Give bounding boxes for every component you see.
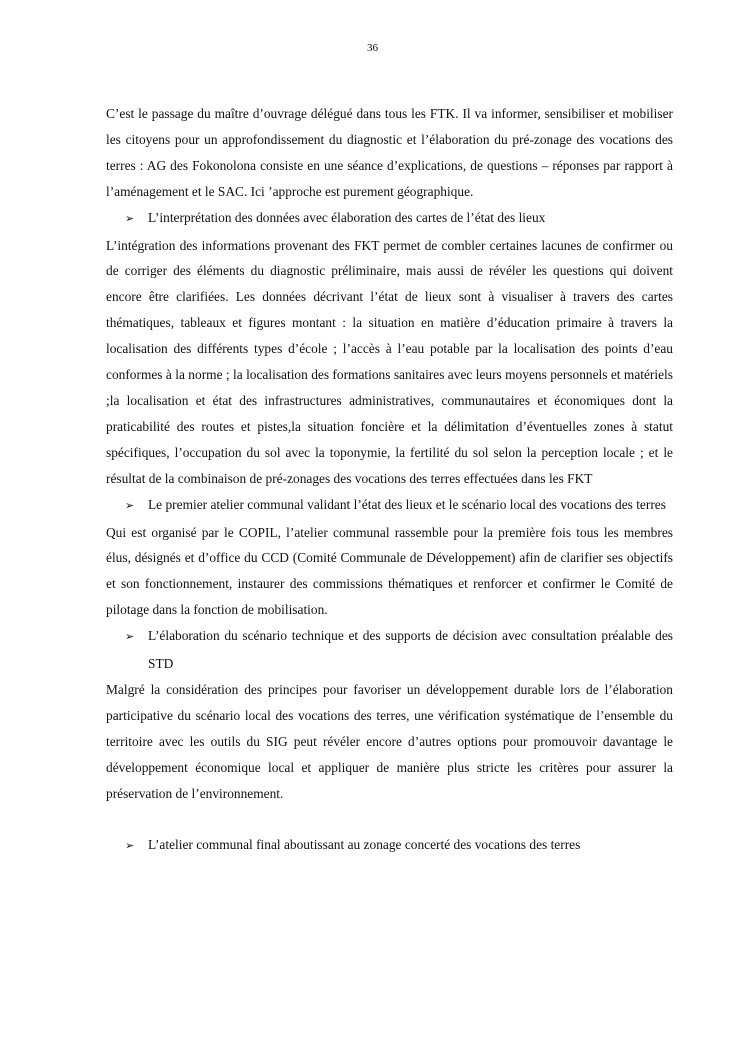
page-number: 36 — [367, 42, 378, 54]
arrow-bullet-icon: ➢ — [125, 631, 135, 644]
bullet-scenario-technique — [106, 623, 673, 677]
bullet-text: L’élaboration du scénario technique et des supports de décision avec consultation préalable des STD — [148, 628, 673, 672]
paragraph-intro: C’est le passage du maître d’ouvrage délégué dans tous les FTK. Il va informer, sensibiliser et mobiliser les citoyens pour un approfondissement du diagnostic et l’élaboration du pré-zonage des vocations des terres : AG des Fokonolona consiste en une séance d’explications, de questions – réponses par rapport à l’aménagement et le SAC. Ici ’approche est purement géographique. — [106, 106, 673, 199]
arrow-bullet-icon: ➢ — [125, 499, 135, 512]
bullet-premier-atelier — [106, 492, 673, 520]
document-body — [106, 101, 673, 860]
bullet-interpretation — [106, 205, 673, 233]
paragraph-integration: L’intégration des informations provenant des FKT permet de combler certaines lacunes de confirmer ou de corriger des éléments du diagnostic préliminaire, mais aussi de révéler les questions qui doivent encore être clarifiées. Les données décrivant l’état de lieux sont à visualiser à travers des cartes thématiques, tableaux et figures montant : la situation en matière d’éducation primaire à travers la localisation des différents types d’école ; l’accès à l’eau potable par la localisation des points d’eau conformes à la norme ; la localisation des formations sanitaires avec leurs moyens personnels et matériels ;la localisation et état des infrastructures administratives, communautaires et économiques dont la praticabilité des routes et pistes,la situation foncière et la délimitation d’éventuelles zones à statut spécifiques, l’occupation du sol avec la toponymie, la fertilité du sol selon la perception locale ; et le résultat de la combinaison de pré-zonages des vocations des terres effectuées dans les FKT — [106, 237, 673, 486]
bullet-atelier-final — [106, 832, 673, 860]
bullet-text: L’atelier communal final aboutissant au zonage concerté des vocations des terres — [148, 837, 581, 853]
bullet-text: L’interprétation des données avec élaboration des cartes de l’état des lieux — [148, 209, 546, 225]
bullet-text: Le premier atelier communal validant l’état des lieux et le scénario local des vocations des terres — [148, 496, 666, 512]
paragraph-copil: Qui est organisé par le COPIL, l’atelier communal rassemble pour la première fois tous les membres élus, désignés et d’office du CCD (Comité Communale de Développement) afin de clarifier ses objectifs et son fonctionnement, instaurer des commissions thématiques et renforcer et confirmer le Comité de pilotage dans la fonction de mobilisation. — [106, 524, 673, 618]
arrow-bullet-icon: ➢ — [125, 212, 135, 225]
arrow-bullet-icon: ➢ — [125, 840, 135, 853]
blank-line — [106, 806, 673, 832]
paragraph-malgre: Malgré la considération des principes pour favoriser un développement durable lors de l’élaboration participative du scénario local des vocations des terres, une vérification systématique de l’ensemble du territoire avec les outils du SIG peut révéler encore d’autres options pour promouvoir davantage le développement économique local et appliquer de manière plus stricte les critères pour assurer la préservation de l’environnement. — [106, 681, 673, 801]
